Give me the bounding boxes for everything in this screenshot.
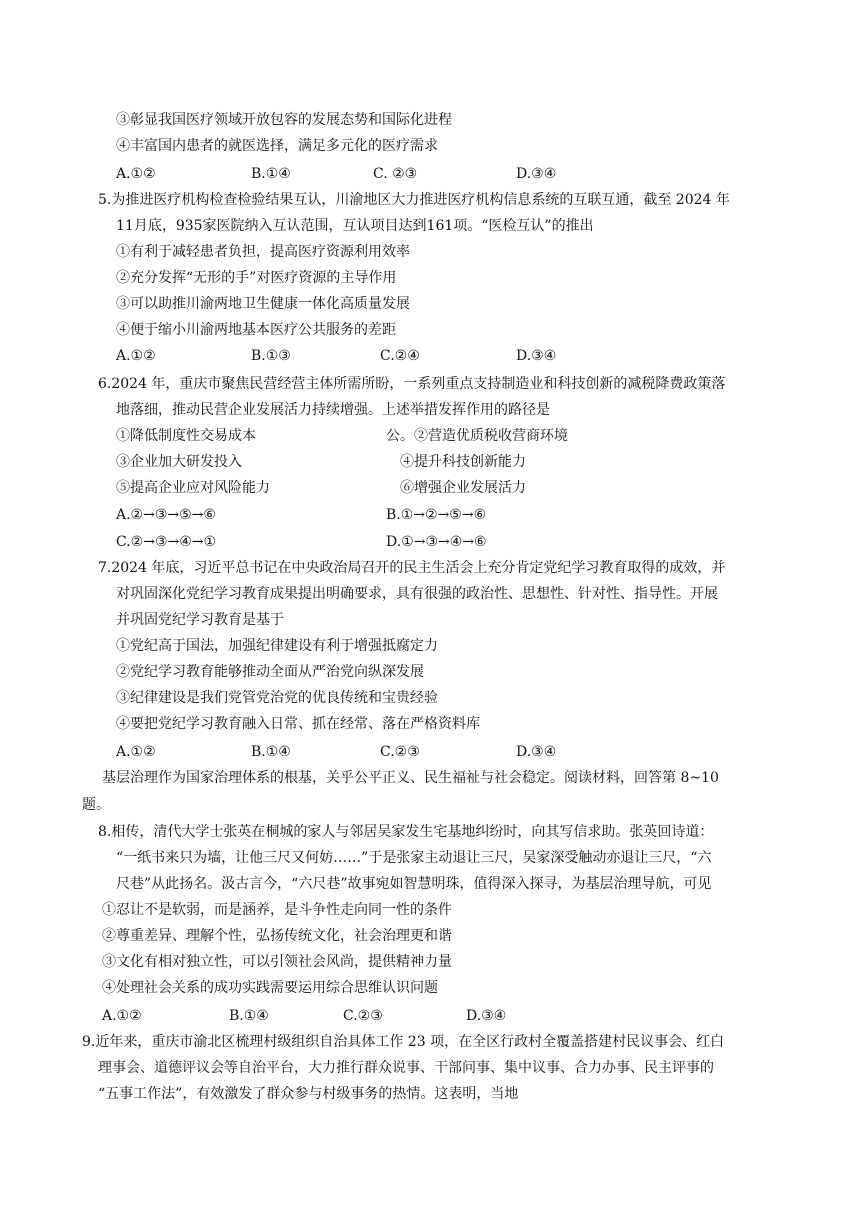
- q6-option-a: A.②→③→⑤→⑥: [116, 507, 216, 523]
- item-3-prev-question: ③彰显我国医疗领域开放包容的发展态势和国际化进程: [116, 112, 452, 128]
- q8-stem-line-3: 尺巷”从此扬名。汲古言今，“六尺巷”故事宛如智慧明珠，值得深入探寻，为基层治理导航，可见: [116, 876, 712, 892]
- q5-stem-line-1: 5.为推进医疗机构检查检验结果互认，川渝地区大力推进医疗机构信息系统的互联互通，截至 2024 年: [98, 192, 730, 208]
- q5-option-b: B.①③: [251, 348, 291, 364]
- q6-stem-line-1: 6.2024 年，重庆市聚焦民营经营主体所需所盼，一系列重点支持制造业和科技创新的减税降费政策落: [98, 376, 726, 392]
- q7-option-d: D.③④: [516, 744, 557, 760]
- q7-item-4: ④要把党纪学习教育融入日常、抓在经常、落在严格资料库: [116, 716, 480, 732]
- q6-option-b: B.①→②→⑤→⑥: [386, 507, 487, 523]
- q8-item-2: ②尊重差异、理解个性，弘扬传统文化，社会治理更和谐: [102, 928, 452, 944]
- item-4-prev-question: ④丰富国内患者的就医选择，满足多元化的医疗需求: [116, 138, 438, 154]
- q6-item-5: ⑤提高企业应对风险能力: [116, 480, 270, 496]
- q5-option-a: A.①②: [116, 348, 156, 364]
- q7-item-1: ①党纪高于国法，加强纪律建设有利于增强抵腐定力: [116, 638, 438, 654]
- q4-option-d: D.③④: [516, 166, 557, 182]
- q8-item-1: ①忍让不是软弱，而是涵养，是斗争性走向同一性的条件: [102, 902, 452, 918]
- q9-stem-line-1: 9.近年来，重庆市渝北区梳理村级组织自治具体工作 23 项，在全区行政村全覆盖搭建村民议事会、红白: [82, 1034, 725, 1050]
- q4-option-c: C. ②③: [373, 166, 418, 182]
- q6-item-3: ③企业加大研发投入: [116, 454, 242, 470]
- q4-option-b: B.①④: [251, 166, 291, 182]
- q5-option-c: C.②④: [380, 348, 420, 364]
- q8-stem-line-2: “一纸书来只为墙，让他三尺又何妨……”于是张家主动退让三尺，吴家深受触动亦退让三尺，“六: [116, 850, 712, 866]
- q7-stem-line-2: 对巩固深化党纪学习教育成果提出明确要求，具有很强的政治性、思想性、针对性、指导性。开展: [116, 586, 718, 602]
- q7-stem-line-1: 7.2024 年底，习近平总书记在中央政治局召开的民主生活会上充分肯定党纪学习教育取得的成效，并: [98, 560, 726, 576]
- q7-option-c: C.②③: [380, 744, 420, 760]
- q6-stem-line-2: 地落细，推动民营企业发展活力持续增强。上述举措发挥作用的路径是: [116, 402, 550, 418]
- q6-item-2: 公。②营造优质税收营商环境: [386, 428, 568, 444]
- q8-item-4: ④处理社会关系的成功实践需要运用综合思维认识问题: [102, 980, 438, 996]
- q5-item-1: ①有利于减轻患者负担，提高医疗资源利用效率: [116, 244, 410, 260]
- q5-item-4: ④便于缩小川渝两地基本医疗公共服务的差距: [116, 322, 396, 338]
- q8-option-c: C.②③: [343, 1008, 383, 1024]
- q5-option-d: D.③④: [516, 348, 557, 364]
- q6-option-c: C.②→③→④→①: [116, 534, 217, 550]
- q7-stem-line-3: 并巩固党纪学习教育是基于: [116, 612, 284, 628]
- q9-stem-line-3: “五事工作法”，有效激发了群众参与村级事务的热情。这表明，当地: [98, 1086, 519, 1102]
- q7-option-b: B.①④: [251, 744, 291, 760]
- q8-option-a: A.①②: [102, 1008, 142, 1024]
- q8-item-3: ③文化有相对独立性，可以引领社会风尚，提供精神力量: [102, 954, 452, 970]
- q7-option-a: A.①②: [116, 744, 156, 760]
- material-intro-line-2: 题。: [82, 797, 110, 813]
- q6-item-6: ⑥增强企业发展活力: [400, 480, 526, 496]
- q7-item-3: ③纪律建设是我们党管党治党的优良传统和宝贵经验: [116, 690, 438, 706]
- q6-item-4: ④提升科技创新能力: [400, 454, 526, 470]
- q4-option-a: A.①②: [116, 166, 156, 182]
- q7-item-2: ②党纪学习教育能够推动全面从严治党向纵深发展: [116, 664, 424, 680]
- q8-option-b: B.①④: [229, 1008, 269, 1024]
- material-intro-line-1: 基层治理作为国家治理体系的根基，关乎公平正义、民生福祉与社会稳定。阅读材料，回答第 8~10: [102, 770, 719, 786]
- q5-item-2: ②充分发挥“无形的手”对医疗资源的主导作用: [116, 270, 397, 286]
- q5-stem-line-2: 11月底，935家医院纳入互认范围，互认项目达到161项。“医检互认”的推出: [116, 218, 594, 234]
- q9-stem-line-2: 理事会、道德评议会等自治平台，大力推行群众说事、干部问事、集中议事、合力办事、民主评事的: [98, 1060, 714, 1076]
- q8-option-d: D.③④: [466, 1008, 507, 1024]
- q8-stem-line-1: 8.相传，清代大学士张英在桐城的家人与邻居吴家发生宅基地纠纷时，向其写信求助。张英回诗道：: [98, 824, 714, 840]
- q6-option-d: D.①→③→④→⑥: [386, 534, 487, 550]
- q6-item-1: ①降低制度性交易成本: [116, 428, 256, 444]
- q5-item-3: ③可以助推川渝两地卫生健康一体化高质量发展: [116, 296, 410, 312]
